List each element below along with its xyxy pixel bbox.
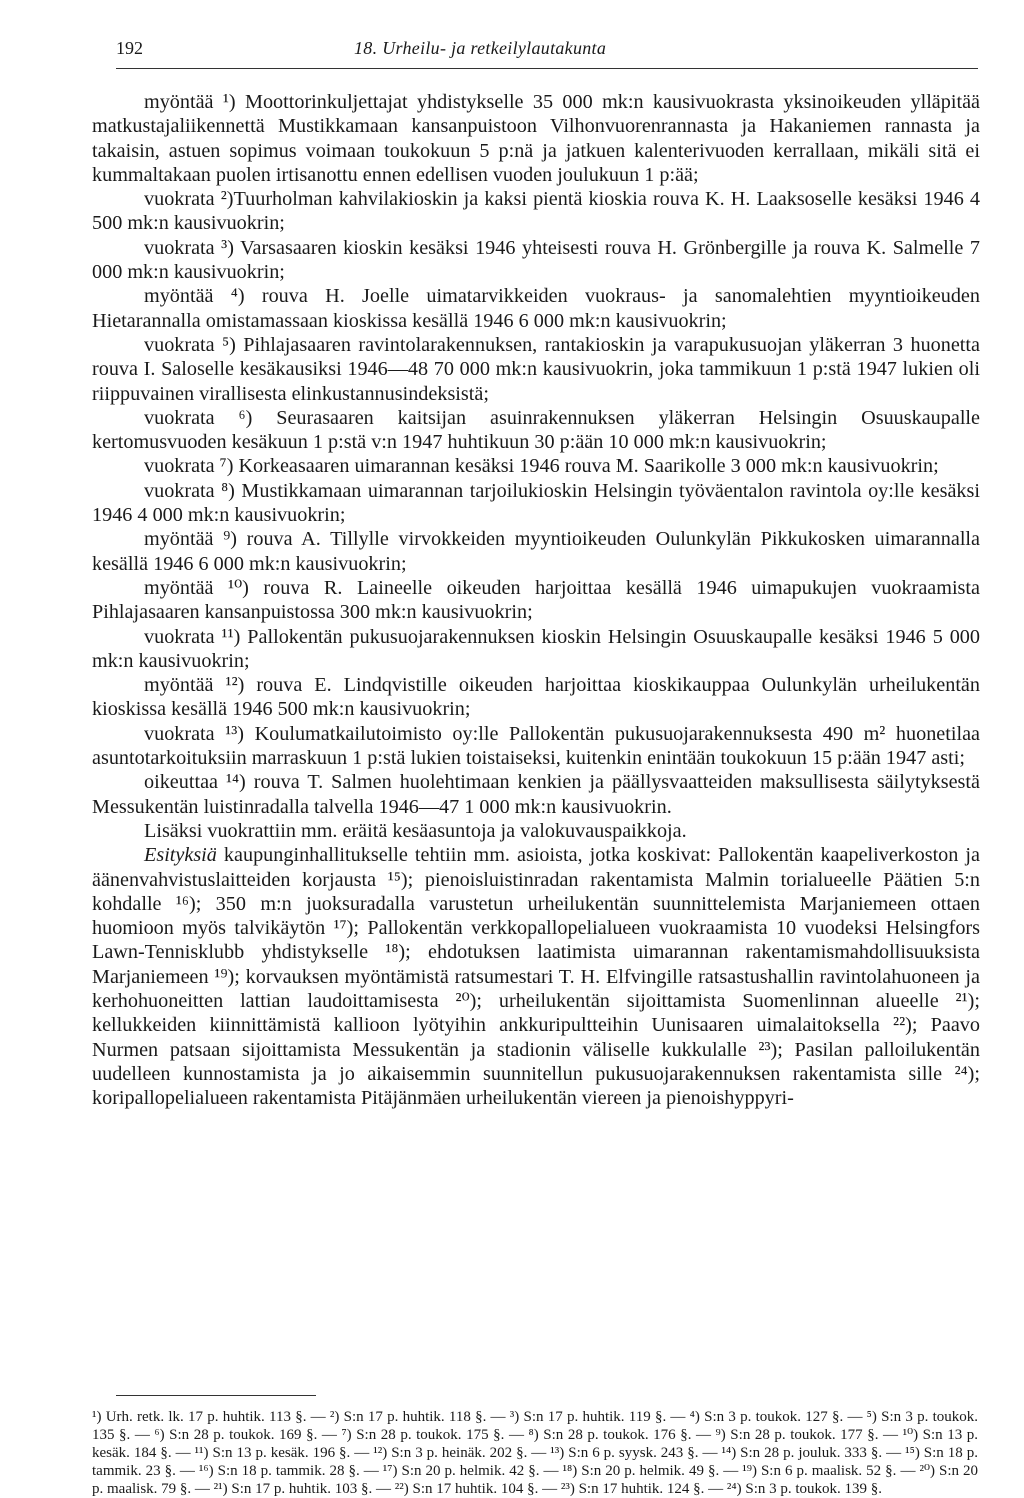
page-header (116, 38, 978, 64)
footnote-rule (116, 1395, 316, 1396)
body-paragraph: myöntää ⁴) rouva H. Joelle uimatarvikkeiden vuokraus- ja sanomalehtien myyntioikeuden Hietarannalla omistamassaan kioskissa kesällä 1946 6 000 mk:n kausivuokrin; (92, 285, 980, 332)
body-paragraph: myöntää ⁹) rouva A. Tillylle virvokkeiden myyntioikeuden Oulunkylän Pikkukosken uimarannalla kesällä 1946 6 000 mk:n kausivuokrin; (92, 528, 980, 575)
body-paragraph: vuokrata ⁵) Pihlajasaaren ravintolarakennuksen, rantakioskin ja varapukusuojan yläkerran 3 huonetta rouva I. Saloselle kesäkausiksi 1946—48 70 000 mk:n kausivuokrin, joka tammikuun 1 p:stä 1947 lukien oli riippuvainen virallisesta elinkustannusindeksistä; (92, 333, 980, 405)
body-paragraph: vuokrata ⁶) Seurasaaren kaitsijan asuinrakennuksen yläkerran Helsingin Osuuskaupalle kertomusvuoden kesäkuun 1 p:stä v:n 1947 huhtikuun 30 p:ään 10 000 mk:n kausivuokrin; (92, 406, 980, 454)
body-paragraph: vuokrata ¹¹) Pallokentän pukusuojarakennuksen kioskin Helsingin Osuuskaupalle kesäksi 1946 5 000 mk:n kausivuokrin; (92, 625, 980, 672)
page-number: 192 (116, 38, 143, 58)
body-paragraph: vuokrata ²)Tuurholman kahvilakioskin ja kaksi pientä kioskia rouva K. H. Laaksoselle kesäksi 1946 4 500 mk:n kausivuokrin; (92, 188, 980, 235)
body-paragraph: oikeuttaa ¹⁴) rouva T. Salmen huolehtimaan kenkien ja päällysvaatteiden maksullisesta säilytyksestä Messukentän luistinradalla talvella 1946—47 1 000 mk:n kausivuokrin. (92, 771, 980, 818)
footnotes: ¹) Urh. retk. lk. 17 p. huhtik. 113 §. — ²) S:n 17 p. huhtik. 118 §. — ³) S:n 17 p. huhtik. 119 §. — ⁴) S:n 3 p. toukok. 127 §. — ⁵) S:n 3 p. toukok. 135 §. — ⁶) S:n 28 p. toukok. 169 §. — ⁷) S:n 28 p. toukok. 175 §. — ⁸) S:n 28 p. toukok. 176 §. — ⁹) S:n 28 p. toukok. 177 §. — ¹⁰) S:n 13 p. kesäk. 184 §. — ¹¹) S:n 13 p. kesäk. 196 §. — ¹²) S:n 3 p. heinäk. 202 §. — ¹³) S:n 6 p. syysk. 243 §. — ¹⁴) S:n 28 p. jouluk. 333 §. — ¹⁵) S:n 18 p. tammik. 23 §. — ¹⁶) S:n 18 p. tammik. 28 §. — ¹⁷) S:n 20 p. helmik. 42 §. — ¹⁸) S:n 20 p. helmik. 49 §. — ¹⁹) S:n 6 p. maalisk. 52 §. — ²⁰) S:n 20 p. maalisk. 79 §. — ²¹) S:n 17 p. huhtik. 103 §. — ²²) S:n 17 huhtik. 104 §. — ²³) S:n 17 huhtik. 124 §. — ²⁴) S:n 3 p. toukok. 139 §. (92, 1409, 978, 1497)
body-paragraph: myöntää ¹) Moottorinkuljettajat yhdistykselle 35 000 mk:n kausivuokrasta yksinoikeuden ylläpitää matkustajaliikennettä Mustikkamaan kansanpuistoon Vilhonvuorenrannasta ja Hakaniemen rannasta ja takaisin, astuen sopimus voimaan toukokuun 5 p:nä ja jatkuen kalenterivuoden kerrallaan, mikäli sitä ei kummaltakaan puolen irtisanottu ennen edellisen vuoden joulukuun 1 p:ää; (92, 91, 980, 186)
proposals-text: kaupunginhallitukselle tehtiin mm. asioista, jotka koskivat: Pallokentän kaapeliverkoston ja äänenvahvistuslaitteiden korjausta ¹⁵); pienoisluistinradan rakentamista Malmin torialueelle Päätien 5:n kohdalle ¹⁶); 350 m:n juoksuradalla varustetun urheilukentän suunnittelemista Marjaniemeen ottaen huomioon myös talvikäytön ¹⁷); Pallokentän verkkopallopelialueen vuokraamista 10 vuodeksi Helsingfors Lawn-Tennisklubb yhdistykselle ¹⁸); ehdotuksen laatimista uimarannan rakentamismahdollisuuksista Marjaniemeen ¹⁹); korvauksen myöntämistä ratsumestari T. H. Elfvingille ratsastushallin ravintolahuoneen ja kerhohuoneitten lattian laudoittamisesta ²⁰); urheilukentän sijoittamista Suomenlinnan alueelle ²¹); kellukkeiden kiinnittämistä kallioon lyötyihin ankkuripultteihin Uunisaaren uimalaitoksella ²²); Paavo Nurmen patsaan sijoittamista Messukentän ja stadionin väliselle kukkulalle ²³); Pasilan palloilukentän uudelleen kunnostamista ja jo aikaisemmin suunnitellun pukusuojarakennuksen rakentamista sille ²⁴); koripallopelialueen rakentamista Pitäjänmäen urheilukentän viereen ja pienoishyppyri- (92, 844, 980, 1110)
header-rule (116, 68, 978, 69)
body-paragraph: myöntää ¹²) rouva E. Lindqvistille oikeuden harjoittaa kioskikauppaa Oulunkylän urheilukentän kioskissa kesällä 1946 500 mk:n kausivuokrin; (92, 674, 980, 721)
running-title: 18. Urheilu- ja retkeilylautakunta (354, 38, 607, 58)
proposals-paragraph (92, 843, 980, 1110)
body-paragraph: vuokrata ⁸) Mustikkamaan uimarannan tarjoilukioskin Helsingin työväentalon ravintola oy:lle kesäksi 1946 4 000 mk:n kausivuokrin; (92, 479, 980, 527)
body-paragraph: vuokrata ¹³) Koulumatkailutoimisto oy:lle Pallokentän pukusuojarakennuksesta 490 m² huonetilaa asuntotarkoituksiin marraskuun 1 p:stä lukien toistaiseksi, kuitenkin enintään toukokuun 15 p:ään 1947 asti; (92, 722, 980, 770)
body-paragraph: myöntää ¹⁰) rouva R. Laineelle oikeuden harjoittaa kesällä 1946 uimapukujen vuokraamista Pihlajasaaren kansanpuistossa 300 mk:n kausivuokrin; (92, 576, 980, 624)
body-paragraph: vuokrata ³) Varsasaaren kioskin kesäksi 1946 yhteisesti rouva H. Grönbergille ja rouva K. Salmelle 7 000 mk:n kausivuokrin; (92, 236, 980, 284)
proposals-lead: Esityksiä (144, 844, 217, 867)
body-paragraph: vuokrata ⁷) Korkeasaaren uimarannan kesäksi 1946 rouva M. Saarikolle 3 000 mk:n kausivuokrin; (144, 455, 939, 478)
body-text (92, 90, 980, 1110)
body-paragraph: Lisäksi vuokrattiin mm. eräitä kesäasuntoja ja valokuvauspaikkoja. (144, 819, 687, 842)
